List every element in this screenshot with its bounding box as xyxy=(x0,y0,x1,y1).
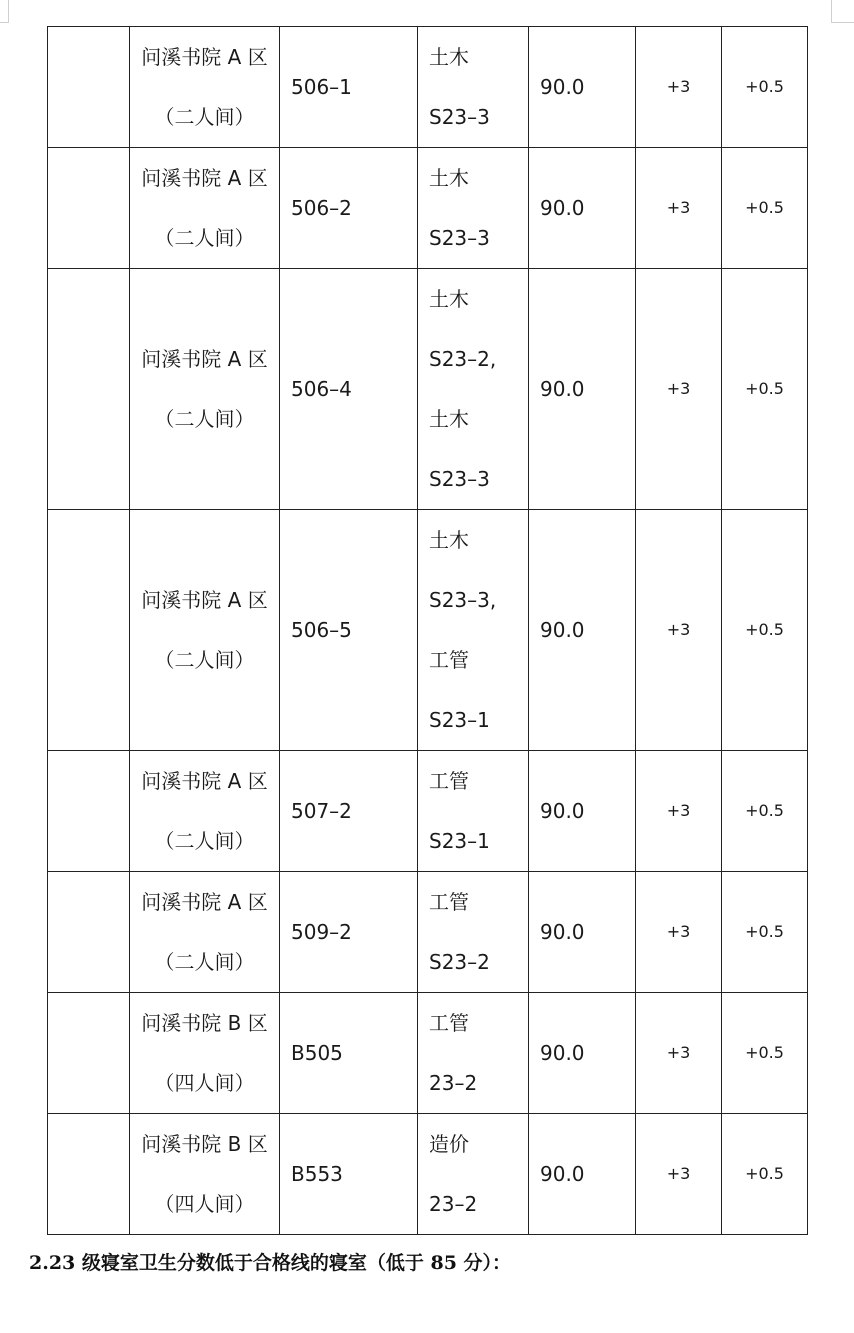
index-cell xyxy=(48,148,130,269)
class-line: S23–1 xyxy=(429,829,490,853)
score-cell: 90.0 xyxy=(529,269,636,510)
bonus-cell-2: +0.5 xyxy=(722,751,808,872)
building-cell xyxy=(130,993,280,1114)
bonus-cell-2: +0.5 xyxy=(722,27,808,148)
bonus-cell: +3 xyxy=(636,269,722,510)
room-number: B553 xyxy=(280,1114,418,1235)
room-number: 507–2 xyxy=(280,751,418,872)
class-line: S23–3 xyxy=(429,105,490,129)
index-cell xyxy=(48,1114,130,1235)
class-line: 土木 xyxy=(429,166,469,190)
building-name: 问溪书院 A 区 xyxy=(141,890,268,914)
building-cell xyxy=(130,1114,280,1235)
class-line: 23–2 xyxy=(429,1071,478,1095)
index-cell xyxy=(48,510,130,751)
building-cell xyxy=(130,148,280,269)
bonus-cell: +3 xyxy=(636,510,722,751)
class-line: 工管 xyxy=(429,648,469,672)
bonus-cell: +3 xyxy=(636,27,722,148)
table-row xyxy=(48,993,808,1114)
table-row xyxy=(48,1114,808,1235)
building-name: 问溪书院 A 区 xyxy=(141,166,268,190)
class-line: 工管 xyxy=(429,769,469,793)
class-line: S23–2, xyxy=(429,347,497,371)
bonus-cell-2: +0.5 xyxy=(722,510,808,751)
room-type: （四人间） xyxy=(154,1071,255,1095)
room-number: 506–4 xyxy=(280,269,418,510)
section-heading: 2.23 级寝室卫生分数低于合格线的寝室（低于 85 分）： xyxy=(29,1252,512,1274)
class-line: 造价 xyxy=(429,1132,469,1156)
index-cell xyxy=(48,993,130,1114)
room-type: （二人间） xyxy=(154,648,255,672)
class-cell xyxy=(418,27,529,148)
building-cell xyxy=(130,751,280,872)
score-cell: 90.0 xyxy=(529,510,636,751)
building-cell xyxy=(130,269,280,510)
table-row xyxy=(48,751,808,872)
class-cell xyxy=(418,1114,529,1235)
building-name: 问溪书院 A 区 xyxy=(141,769,268,793)
score-cell: 90.0 xyxy=(529,148,636,269)
room-number: 509–2 xyxy=(280,872,418,993)
building-name: 问溪书院 A 区 xyxy=(141,588,268,612)
room-number: 506–1 xyxy=(280,27,418,148)
building-cell xyxy=(130,510,280,751)
class-cell xyxy=(418,269,529,510)
class-cell xyxy=(418,148,529,269)
class-line: S23–2 xyxy=(429,950,490,974)
bonus-cell: +3 xyxy=(636,148,722,269)
building-cell xyxy=(130,27,280,148)
building-cell xyxy=(130,872,280,993)
page-corner-mark-right xyxy=(831,0,854,23)
score-cell: 90.0 xyxy=(529,993,636,1114)
room-type: （二人间） xyxy=(154,950,255,974)
bonus-cell-2: +0.5 xyxy=(722,993,808,1114)
class-line: S23–3 xyxy=(429,226,490,250)
room-type: （二人间） xyxy=(154,105,255,129)
building-name: 问溪书院 B 区 xyxy=(141,1011,268,1035)
bonus-cell: +3 xyxy=(636,751,722,872)
class-cell xyxy=(418,510,529,751)
building-name: 问溪书院 B 区 xyxy=(141,1132,268,1156)
index-cell xyxy=(48,751,130,872)
index-cell xyxy=(48,269,130,510)
class-line: 工管 xyxy=(429,890,469,914)
table-row xyxy=(48,510,808,751)
bonus-cell-2: +0.5 xyxy=(722,1114,808,1235)
class-line: 土木 xyxy=(429,407,469,431)
index-cell xyxy=(48,27,130,148)
bonus-cell-2: +0.5 xyxy=(722,148,808,269)
room-number: B505 xyxy=(280,993,418,1114)
class-line: 土木 xyxy=(429,45,469,69)
class-cell xyxy=(418,751,529,872)
table-row xyxy=(48,27,808,148)
class-line: 土木 xyxy=(429,528,469,552)
room-type: （二人间） xyxy=(154,829,255,853)
bonus-cell: +3 xyxy=(636,1114,722,1235)
room-number: 506–5 xyxy=(280,510,418,751)
table-row xyxy=(48,872,808,993)
dorm-score-table xyxy=(47,26,808,1235)
building-name: 问溪书院 A 区 xyxy=(141,45,268,69)
class-line: 土木 xyxy=(429,287,469,311)
building-name: 问溪书院 A 区 xyxy=(141,347,268,371)
room-number: 506–2 xyxy=(280,148,418,269)
score-cell: 90.0 xyxy=(529,751,636,872)
class-cell xyxy=(418,993,529,1114)
class-cell xyxy=(418,872,529,993)
page-corner-mark-left xyxy=(0,0,9,23)
bonus-cell: +3 xyxy=(636,872,722,993)
table-row xyxy=(48,269,808,510)
class-line: S23–3, xyxy=(429,588,497,612)
room-type: （四人间） xyxy=(154,1192,255,1216)
class-line: S23–3 xyxy=(429,467,490,491)
class-line: 23–2 xyxy=(429,1192,478,1216)
class-line: 工管 xyxy=(429,1011,469,1035)
score-cell: 90.0 xyxy=(529,872,636,993)
table-row xyxy=(48,148,808,269)
class-line: S23–1 xyxy=(429,708,490,732)
bonus-cell-2: +0.5 xyxy=(722,872,808,993)
room-type: （二人间） xyxy=(154,226,255,250)
bonus-cell-2: +0.5 xyxy=(722,269,808,510)
score-cell: 90.0 xyxy=(529,27,636,148)
bonus-cell: +3 xyxy=(636,993,722,1114)
score-cell: 90.0 xyxy=(529,1114,636,1235)
index-cell xyxy=(48,872,130,993)
room-type: （二人间） xyxy=(154,407,255,431)
